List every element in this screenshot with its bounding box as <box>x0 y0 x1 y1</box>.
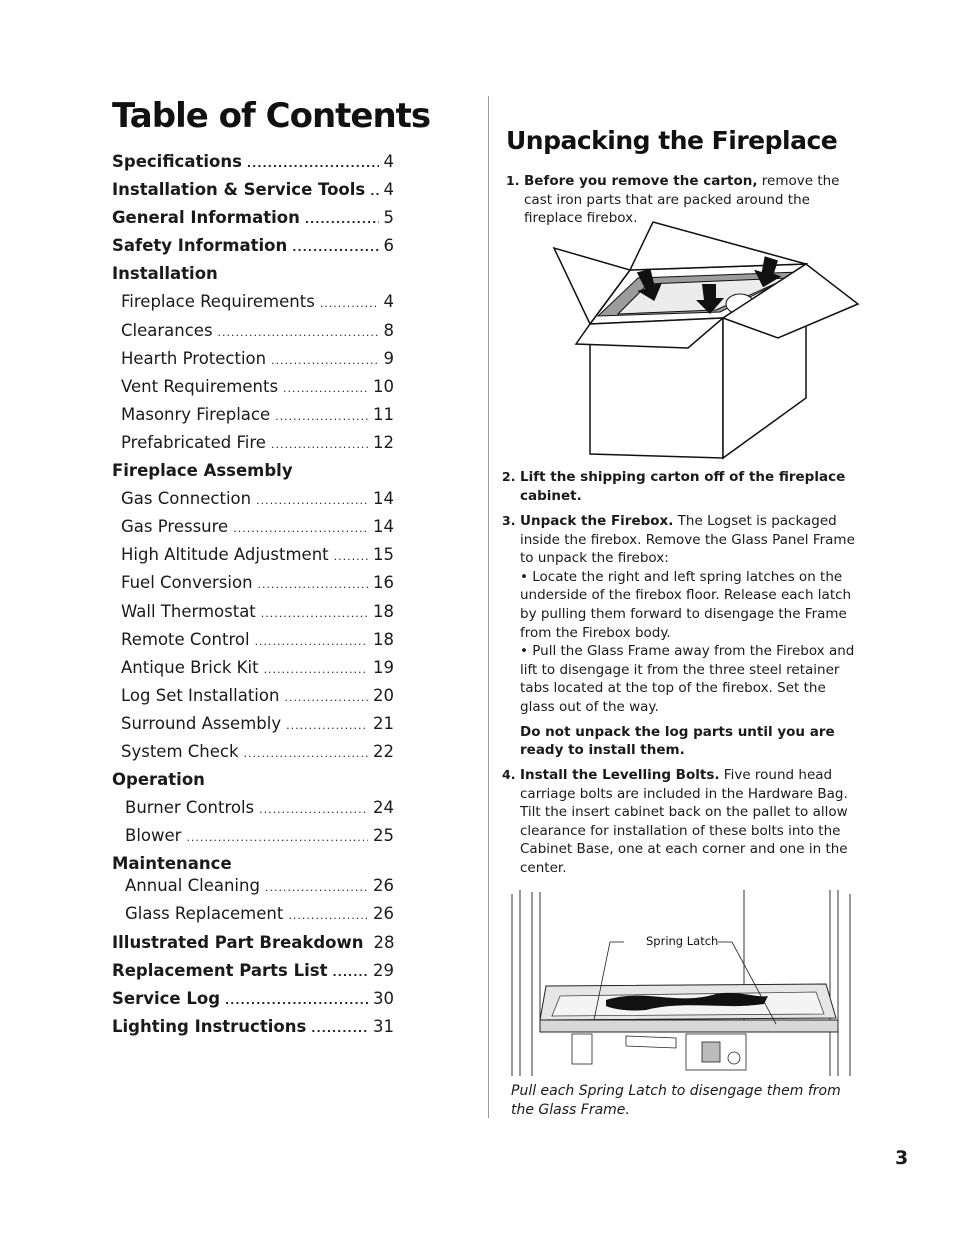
toc-entry[interactable] <box>112 405 394 433</box>
toc-entry-label: Safety Information <box>112 236 288 256</box>
toc-entry-label: Masonry Fireplace <box>121 404 271 424</box>
toc-entry-label: Glass Replacement <box>125 904 284 924</box>
toc-entry-page: 26 <box>373 876 394 896</box>
toc-entry[interactable] <box>112 433 394 461</box>
toc-entry-page: 11 <box>373 404 394 424</box>
toc-dot-leader <box>255 635 368 648</box>
toc-entry-label: Clearances <box>121 320 213 340</box>
toc-dot-leader <box>370 185 378 198</box>
toc-entry-page: 8 <box>383 320 394 340</box>
toc-entry-label: Annual Cleaning <box>125 876 260 896</box>
toc-entry-label: Remote Control <box>121 629 250 649</box>
toc-dot-leader <box>233 522 368 535</box>
toc-entry-page: 21 <box>373 713 394 733</box>
toc-entry[interactable] <box>112 630 394 658</box>
toc-entry-page: 15 <box>373 545 394 565</box>
toc-dot-leader <box>247 157 379 170</box>
toc-dot-leader <box>286 719 368 732</box>
toc-entry-page: 26 <box>373 904 394 924</box>
toc-entry-label: Prefabricated Fire <box>121 432 266 452</box>
toc-entry[interactable] <box>112 1017 394 1045</box>
toc-entry-label: Blower <box>125 826 182 846</box>
toc-dot-leader <box>292 241 378 254</box>
toc-entry-label: Lighting Instructions <box>112 1016 307 1036</box>
toc-entry[interactable] <box>112 377 394 405</box>
toc-entry[interactable] <box>112 292 394 320</box>
toc-entry-page: 18 <box>373 601 394 621</box>
carton-illustration <box>548 218 868 462</box>
toc-entry-label: Gas Connection <box>121 489 252 509</box>
toc-entry-label: Hearth Protection <box>121 348 267 368</box>
toc-dot-leader <box>218 326 379 339</box>
toc-entry-page: 4 <box>383 292 394 312</box>
toc-entry-page: 12 <box>373 432 394 452</box>
toc-entry-page: 4 <box>383 152 394 171</box>
toc-entry-label: Wall Thermostat <box>121 601 256 621</box>
toc-dot-leader <box>186 831 368 844</box>
toc-entry[interactable] <box>112 826 394 854</box>
toc-dot-leader <box>320 297 379 310</box>
toc-entry-label: Antique Brick Kit <box>121 657 259 677</box>
warning-note: Do not unpack the log parts until you are ready to install them. <box>520 723 835 759</box>
step-lead: Install the Levelling Bolts. <box>520 767 720 783</box>
spring-latch-illustration <box>506 888 858 1082</box>
toc-entry[interactable] <box>112 854 394 876</box>
toc-dot-leader <box>288 909 368 922</box>
toc-entry-page: 25 <box>373 826 394 846</box>
toc-entry[interactable] <box>112 602 394 630</box>
toc-entry-page: 28 <box>373 932 395 952</box>
step-lead: Before you remove the carton, <box>524 173 758 189</box>
toc-entry-label: General Information <box>112 208 300 228</box>
toc-entry[interactable] <box>112 349 394 377</box>
step-number: 4. <box>502 767 516 782</box>
toc-entry-label: Surround Assembly <box>121 713 282 733</box>
toc-entry[interactable] <box>112 876 394 904</box>
bullet-item: • Locate the right and left spring latches on the underside of the firebox floor. Release each latch by pulling them forward to disengage the Frame from the Firebox body. <box>520 568 852 641</box>
step-text: Five round head carriage bolts are included in the Hardware Bag. Tilt the insert cabinet back on the pallet to allow clearance for installation of these bolts into the Cabinet Base, one at each corner and one in the center. <box>520 767 848 876</box>
toc-entry-page: 10 <box>373 376 394 396</box>
toc-entry-label: System Check <box>121 741 239 761</box>
toc-entry-page: 18 <box>373 629 394 649</box>
toc-entry[interactable] <box>112 989 394 1017</box>
toc-entry-label: Installation <box>112 264 218 284</box>
column-divider <box>488 96 489 1118</box>
step-lead: Unpack the Firebox. <box>520 513 674 529</box>
toc-entry-page: 31 <box>373 1016 394 1036</box>
toc-entry-label: High Altitude Adjustment <box>121 545 329 565</box>
bullet-item: • Pull the Glass Frame away from the Firebox and lift to disengage it from the three steel retainer tabs located at the top of the firebox. Set the glass out of the way. <box>520 643 855 715</box>
toc-list <box>112 152 394 1045</box>
toc-entry-page: 16 <box>373 573 394 593</box>
toc-entry[interactable] <box>112 933 394 961</box>
toc-dot-leader <box>283 382 368 395</box>
toc-entry[interactable] <box>112 321 394 349</box>
toc-entry-page: 20 <box>373 685 394 705</box>
toc-dot-leader <box>305 213 379 226</box>
toc-dot-leader <box>311 1022 368 1035</box>
toc-dot-leader <box>258 578 368 591</box>
toc-entry-label: Gas Pressure <box>121 517 229 537</box>
toc-entry-label: Replacement Parts List <box>112 960 328 980</box>
toc-entry-page: 30 <box>373 988 394 1008</box>
toc-entry-label: Specifications <box>112 152 242 171</box>
toc-entry-label: Maintenance <box>112 854 232 874</box>
toc-title: Table of Contents <box>112 96 431 136</box>
toc-entry-page: 14 <box>373 517 394 537</box>
toc-dot-leader <box>256 494 368 507</box>
toc-entry-page: 14 <box>373 489 394 509</box>
toc-entry-label: Service Log <box>112 988 220 1008</box>
toc-dot-leader <box>275 410 368 423</box>
toc-entry[interactable] <box>112 545 394 573</box>
toc-entry[interactable] <box>112 517 394 545</box>
toc-entry[interactable] <box>112 489 394 517</box>
toc-dot-leader <box>261 607 368 620</box>
toc-entry-page: 6 <box>383 236 394 256</box>
toc-dot-leader <box>271 438 368 451</box>
toc-entry[interactable] <box>112 714 394 742</box>
toc-entry-page: 29 <box>373 960 394 980</box>
step-text: remove the cast iron parts that are packed around the fireplace firebox. <box>524 173 840 227</box>
toc-entry-page: 22 <box>373 741 394 761</box>
toc-entry[interactable] <box>112 461 394 489</box>
toc-entry[interactable] <box>112 686 394 714</box>
toc-entry-label: Operation <box>112 770 205 790</box>
toc-entry-label: Illustrated Part Breakdown <box>112 932 364 952</box>
step-3 <box>502 512 862 760</box>
toc-dot-leader <box>284 691 368 704</box>
toc-entry-label: Fuel Conversion <box>121 573 253 593</box>
toc-dot-leader <box>271 354 378 367</box>
toc-entry-label: Vent Requirements <box>121 376 279 396</box>
unpacking-title: Unpacking the Fireplace <box>506 126 838 155</box>
toc-entry[interactable] <box>112 236 394 264</box>
toc-entry[interactable] <box>112 573 394 601</box>
toc-entry[interactable] <box>112 904 394 932</box>
toc-entry-label: Installation & Service Tools <box>112 180 366 200</box>
toc-entry-page: 24 <box>373 798 394 818</box>
toc-entry[interactable] <box>112 208 394 236</box>
step-number: 2. <box>502 469 516 484</box>
step-number: 3. <box>502 513 516 528</box>
toc-dot-leader <box>259 803 368 816</box>
toc-dot-leader <box>225 994 368 1007</box>
toc-entry-label: Fireplace Assembly <box>112 461 293 481</box>
toc-dot-leader <box>332 966 368 979</box>
toc-entry-page: 5 <box>383 208 394 228</box>
toc-entry[interactable] <box>112 180 394 208</box>
toc-entry-page: 9 <box>383 348 394 368</box>
step-text: The Logset is packaged inside the firebox. Remove the Glass Panel Frame to unpack the firebox: <box>520 513 855 567</box>
toc-entry[interactable] <box>112 961 394 989</box>
toc-entry-page: 4 <box>383 180 394 200</box>
step-2 <box>502 468 862 505</box>
toc-entry-page: 19 <box>373 657 394 677</box>
toc-entry[interactable] <box>112 798 394 826</box>
toc-entry[interactable] <box>112 264 394 292</box>
page-number: 3 <box>895 1147 909 1169</box>
toc-entry[interactable] <box>112 770 394 798</box>
toc-entry-label: Burner Controls <box>125 798 255 818</box>
toc-entry-label: Fireplace Requirements <box>121 292 315 312</box>
toc-entry[interactable] <box>112 658 394 686</box>
step-4 <box>502 766 862 878</box>
toc-dot-leader <box>264 663 368 676</box>
figure-caption: Pull each Spring Latch to disengage them from the Glass Frame. <box>511 1083 841 1118</box>
toc-dot-leader <box>244 747 368 760</box>
toc-dot-leader <box>334 550 368 563</box>
step-number: 1. <box>506 173 520 188</box>
spring-latch-label: Spring Latch <box>646 934 719 948</box>
toc-entry[interactable] <box>112 742 394 770</box>
step-lead: Lift the shipping carton off of the fireplace cabinet. <box>520 469 846 504</box>
toc-entry[interactable] <box>112 152 394 180</box>
toc-dot-leader <box>265 881 368 894</box>
toc-entry-label: Log Set Installation <box>121 685 280 705</box>
